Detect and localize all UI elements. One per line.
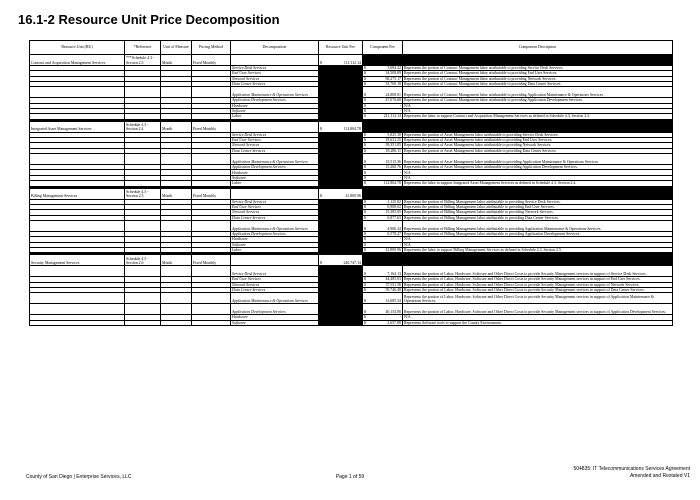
currency-sign: $: [364, 210, 366, 215]
component-decomposition: Application Development Services: [231, 98, 319, 103]
resource-unit-pricing: Fixed Monthly: [192, 255, 231, 266]
component-decomposition: Data Center Services: [231, 215, 319, 220]
resource-unit-name: Billing Management Services: [30, 188, 125, 199]
empty-cell: [161, 266, 192, 277]
empty-cell: [125, 320, 161, 325]
currency-sign: $: [364, 237, 366, 242]
component-fee-cell: [363, 188, 403, 199]
component-description: Represents Software tools to support the County Environment.: [403, 320, 673, 325]
currency-sign: $: [364, 315, 366, 320]
fee-amount: 15,515.36: [385, 159, 401, 164]
component-description: Represents the portion of Asset Management labor attributable to providing Application Maintenance & Operations Services.: [403, 154, 673, 165]
currency-sign: $: [364, 282, 366, 287]
fee-amount: -: [399, 103, 401, 108]
fee-amount: 47,076.68: [385, 98, 401, 103]
fee-amount: 33,760.18: [385, 82, 401, 87]
component-description: Represents the portion of Labor, Hardware, Software and Other Direct Costs to provide Security Management services in support of Network Services.: [403, 282, 673, 287]
decomposition-cell: [231, 55, 319, 66]
currency-sign: $: [364, 159, 366, 164]
currency-sign: $: [364, 226, 366, 231]
header-row: [30, 41, 673, 55]
component-description: Represents the portion of Asset Management labor attributable to providing Data Center Services.: [403, 148, 673, 153]
component-decomposition: Labor: [231, 114, 319, 119]
fee-amount: 5,825.30: [387, 132, 401, 137]
component-decomposition: End User Services: [231, 277, 319, 282]
component-description: N/A: [403, 237, 673, 242]
component-description-cell: [403, 55, 673, 66]
component-decomposition: Service Desk Services: [231, 66, 319, 71]
fee-amount: -: [399, 175, 401, 180]
header-pricing-method: Pricing Method: [192, 41, 231, 55]
fee-amount: 7,164.13: [387, 271, 401, 276]
currency-sign: $: [364, 242, 366, 247]
header-reference: *Reference: [125, 41, 161, 55]
currency-sign: $: [364, 132, 366, 137]
resource-unit-pricing: Fixed Monthly: [192, 121, 231, 132]
component-description: Represents the portion of Asset Management labor attributable to providing End User Services.: [403, 138, 673, 143]
decomposition-cell: [231, 121, 319, 132]
price-decomposition-table: [29, 40, 673, 326]
currency-sign: $: [364, 76, 366, 81]
component-decomposition: Network Services: [231, 210, 319, 215]
empty-cell: [125, 87, 161, 98]
component-decomposition: Software: [231, 320, 319, 325]
currency-sign: $: [320, 260, 322, 265]
empty-cell: [30, 220, 125, 231]
resource-fee-blank: [319, 154, 363, 165]
component-row: [30, 220, 673, 231]
fee-amount: 240,747.14: [343, 260, 361, 265]
component-decomposition: Software: [231, 175, 319, 180]
empty-cell: [161, 154, 192, 165]
fee-amount: 24,808.81: [385, 93, 401, 98]
currency-sign: $: [364, 175, 366, 180]
currency-sign: $: [364, 170, 366, 175]
currency-sign: $: [364, 98, 366, 103]
component-description: Represents the portion of Labor, Hardware, Software and Other Direct Costs to provide Security Management services in support of Application Development Services.: [403, 304, 673, 315]
fee-amount: -: [399, 237, 401, 242]
component-description: Represents the portion of Billing Management labor attributable to providing Application Development Services.: [403, 231, 673, 236]
component-fee-cell: [363, 121, 403, 132]
fee-amount: 2,657.88: [387, 320, 401, 325]
fee-amount: -: [399, 170, 401, 175]
currency-sign: $: [364, 277, 366, 282]
component-description-cell: [403, 255, 673, 266]
page-title: 16.1-2 Resource Unit Price Decomposition: [18, 12, 280, 27]
component-decomposition: Network Services: [231, 143, 319, 148]
component-decomposition: Software: [231, 242, 319, 247]
currency-sign: $: [364, 93, 366, 98]
resource-unit-name: Contract and Acquisition Management Services: [30, 55, 125, 66]
component-decomposition: Labor: [231, 181, 319, 186]
component-description: Represents the portion of Billing Management labor attributable to providing Data Center Services.: [403, 215, 673, 220]
component-fee: [363, 154, 403, 165]
currency-sign: $: [364, 71, 366, 76]
header-component-description: Component Description: [403, 41, 673, 55]
fee-amount: 211,112.14: [383, 114, 401, 119]
component-decomposition: Labor: [231, 247, 319, 252]
resource-unit-pricing: Fixed Monthly: [192, 55, 231, 66]
footer-company: County of San Diego | Enterprise Services, LLC: [26, 474, 132, 480]
component-description: Represents the portion of Labor, Hardware, Software and Other Direct Costs to provide Security Management services in support of Data Center Services.: [403, 287, 673, 292]
component-description: Represents the labor to support Contract and Acquisition Management Services as defined in Schedule 4.3, Section 2.3.: [403, 114, 673, 119]
empty-cell: [125, 266, 161, 277]
empty-cell: [161, 293, 192, 304]
fee-amount: 57,911.36: [385, 282, 401, 287]
component-decomposition: Service Desk Services: [231, 266, 319, 277]
resource-unit-name: Integrated Asset Management Services: [30, 121, 125, 132]
empty-cell: [192, 154, 231, 165]
decomposition-cell: [231, 188, 319, 199]
component-decomposition: End User Services: [231, 204, 319, 209]
fee-amount: 5,684.42: [387, 66, 401, 71]
resource-fee-blank: [319, 293, 363, 304]
component-row: [30, 293, 673, 304]
resource-unit-row: [30, 188, 673, 199]
component-description: Represents the portion of Billing Management labor attributable to providing Network Services.: [403, 210, 673, 215]
resource-unit-fee: [319, 55, 363, 66]
component-description: Represents the portion of Billing Management labor attributable to providing End User Services.: [403, 204, 673, 209]
component-fee: [363, 266, 403, 277]
resource-unit-reference: Schedule 4.3 - Section 2.4: [125, 121, 161, 132]
empty-cell: [30, 293, 125, 304]
resource-unit-reference: Schedule 4.3 - Section 2.5: [125, 188, 161, 199]
currency-sign: $: [364, 309, 366, 314]
currency-sign: $: [364, 109, 366, 114]
component-decomposition: Data Center Services: [231, 287, 319, 292]
component-description: Represents the portion of Contract Management labor attributable to providing End User Services.: [403, 71, 673, 76]
currency-sign: $: [320, 127, 322, 132]
empty-cell: [192, 293, 231, 304]
component-decomposition: Application Development Services: [231, 165, 319, 170]
resource-unit-pricing: Fixed Monthly: [192, 188, 231, 199]
component-description-cell: [403, 121, 673, 132]
component-description: N/A: [403, 109, 673, 114]
empty-cell: [30, 266, 125, 277]
fee-amount: 111,112.14: [343, 60, 361, 65]
fee-amount: 59,746.48: [385, 287, 401, 292]
empty-cell: [125, 220, 161, 231]
empty-cell: [30, 304, 125, 315]
header-component-fee: Component Fee: [363, 41, 403, 55]
currency-sign: $: [364, 287, 366, 292]
component-decomposition: Service Desk Services: [231, 199, 319, 204]
component-fee: [363, 304, 403, 315]
empty-cell: [192, 304, 231, 315]
component-description: N/A: [403, 103, 673, 108]
fee-amount: 6,908.02: [387, 204, 401, 209]
fee-amount: 18,286.11: [385, 148, 401, 153]
currency-sign: $: [364, 271, 366, 276]
fee-amount: 18,631.25: [385, 138, 401, 143]
resource-unit-measure: Month: [161, 255, 192, 266]
component-decomposition: Application Maintenance & Operations Services: [231, 154, 319, 165]
footer-agreement-title: 504835: IT Telecommunications Services Agreement: [573, 466, 690, 472]
currency-sign: $: [364, 181, 366, 186]
component-decomposition: Hardware: [231, 170, 319, 175]
component-decomposition: Application Development Services: [231, 304, 319, 315]
component-description: Represents the portion of Asset Management labor attributable to providing Network Services.: [403, 143, 673, 148]
fee-amount: 4,906.34: [387, 226, 401, 231]
resource-fee-blank: [319, 304, 363, 315]
component-description: N/A: [403, 242, 673, 247]
component-decomposition: End User Services: [231, 71, 319, 76]
resource-unit-measure: Month: [161, 55, 192, 66]
currency-sign: $: [364, 103, 366, 108]
fee-amount: 6,578.27: [387, 231, 401, 236]
resource-unit-fee: [319, 188, 363, 199]
header-decomposition: Decomposition: [231, 41, 319, 55]
decomposition-cell: [231, 255, 319, 266]
currency-sign: $: [364, 204, 366, 209]
component-decomposition: Application Development Services: [231, 231, 319, 236]
component-description: Represents the portion of Labor, Hardware, Software and Other Direct Costs to provide Security Management services in support of Application Maintenance & Operations Services.: [403, 293, 673, 304]
currency-sign: $: [320, 194, 322, 199]
fee-amount: -: [399, 315, 401, 320]
component-row: [30, 266, 673, 277]
empty-cell: [161, 220, 192, 231]
resource-fee-blank: [319, 320, 363, 325]
footer-page-number: Page 1 of 59: [335, 474, 365, 480]
currency-sign: $: [364, 215, 366, 220]
fee-amount: 34,508.89: [385, 71, 401, 76]
component-fee: [363, 87, 403, 98]
resource-fee-blank: [319, 266, 363, 277]
component-description: Represents the portion of Contract Management labor attributable to providing Service Desk Services.: [403, 66, 673, 71]
fee-amount: 40,154.80: [385, 309, 401, 314]
component-decomposition: Application Maintenance & Operations Services: [231, 220, 319, 231]
header-unit-of-measure: Unit of Measure: [161, 41, 192, 55]
footer-agreement-version: Amended and Restated V1: [629, 473, 690, 479]
fee-amount: 39,351.85: [385, 143, 401, 148]
component-decomposition: Software: [231, 109, 319, 114]
currency-sign: $: [364, 82, 366, 87]
fee-amount: 31,685.34: [385, 298, 401, 303]
component-decomposition: Network Services: [231, 76, 319, 81]
currency-sign: $: [364, 320, 366, 325]
component-decomposition: Service Desk Services: [231, 132, 319, 137]
component-description: Represents the portion of Contract Management labor attributable to providing Network Services.: [403, 76, 673, 81]
component-description: Represents the portion of Contract Management labor attributable to providing Data Center Services.: [403, 82, 673, 87]
fee-amount: 1,125.02: [387, 199, 401, 204]
component-fee-cell: [363, 255, 403, 266]
fee-amount: 6,877.63: [387, 215, 401, 220]
fee-amount: 112,804.78: [383, 181, 401, 186]
resource-unit-fee: [319, 121, 363, 132]
table-body: [30, 55, 673, 326]
resource-unit-measure: Month: [161, 121, 192, 132]
component-description: Represents the labor to support Integrated Asset Management Services as defined in Schedule 4.3, Section 2.4.: [403, 181, 673, 186]
fee-amount: 44,485.03: [385, 277, 401, 282]
header-resource-unit-fee: Resource Unit Fee: [319, 41, 363, 55]
currency-sign: $: [364, 66, 366, 71]
resource-unit-name: Security Management Services: [30, 255, 125, 266]
component-description: Represents the portion of Labor, Hardware, Software and Other Direct Costs to provide Security Management services in support of Service Desk Services.: [403, 266, 673, 277]
resource-unit-row: [30, 55, 673, 66]
component-row: [30, 154, 673, 165]
fee-amount: 15,260.76: [385, 165, 401, 170]
component-description: Represents the portion of Contract Management labor attributable to providing Application Maintenance & Operations Services.: [403, 87, 673, 98]
component-description: N/A: [403, 170, 673, 175]
component-description: Represents the portion of Contract Management labor attributable to providing Application Development Services.: [403, 98, 673, 103]
resource-unit-reference: ***Schedule 4.3 - Section 2.3: [125, 55, 161, 66]
fee-amount: 41,800.96: [385, 247, 401, 252]
empty-cell: [125, 293, 161, 304]
resource-unit-fee: [319, 255, 363, 266]
empty-cell: [161, 87, 192, 98]
fee-amount: 112,804.78: [343, 127, 361, 132]
currency-sign: $: [364, 298, 366, 303]
component-description: Represents the portion of Asset Management labor attributable to providing Service Desk Services.: [403, 132, 673, 137]
component-decomposition: Hardware: [231, 103, 319, 108]
component-description: Represents the portion of Asset Management labor attributable to providing Application Development Services.: [403, 165, 673, 170]
component-description: N/A: [403, 175, 673, 180]
component-description-cell: [403, 188, 673, 199]
currency-sign: $: [364, 247, 366, 252]
empty-cell: [30, 320, 125, 325]
component-decomposition: Application Maintenance & Operations Services: [231, 87, 319, 98]
currency-sign: $: [364, 165, 366, 170]
component-fee: [363, 293, 403, 304]
component-decomposition: Data Center Services: [231, 148, 319, 153]
component-row: [30, 320, 673, 325]
component-decomposition: Network Services: [231, 282, 319, 287]
resource-unit-row: [30, 255, 673, 266]
fee-amount: -: [399, 242, 401, 247]
resource-unit-reference: Schedule 4.3 - Section 2.6: [125, 255, 161, 266]
currency-sign: $: [364, 231, 366, 236]
component-description: Represents the portion of Labor, Hardware, Software and Other Direct Costs to provide Security Management services in support of End User Services.: [403, 277, 673, 282]
currency-sign: $: [364, 199, 366, 204]
component-decomposition: Hardware: [231, 315, 319, 320]
resource-fee-blank: [319, 87, 363, 98]
component-decomposition: End User Services: [231, 138, 319, 143]
empty-cell: [125, 304, 161, 315]
empty-cell: [125, 154, 161, 165]
fee-amount: 68,275.17: [385, 76, 401, 81]
empty-cell: [161, 320, 192, 325]
fee-amount: -: [399, 109, 401, 114]
empty-cell: [30, 87, 125, 98]
component-decomposition: Hardware: [231, 237, 319, 242]
component-description: Represents the portion of Billing Management labor attributable to providing Application Maintenance & Operations Services.: [403, 220, 673, 231]
component-decomposition: Application Maintenance & Operations Services: [231, 293, 319, 304]
resource-unit-measure: Month: [161, 188, 192, 199]
fee-amount: 41,800.96: [345, 194, 361, 199]
empty-cell: [192, 320, 231, 325]
resource-fee-blank: [319, 220, 363, 231]
fee-amount: 15,385.05: [385, 210, 401, 215]
component-row: [30, 304, 673, 315]
component-fee: [363, 320, 403, 325]
component-decomposition: Data Center Services: [231, 82, 319, 87]
empty-cell: [192, 87, 231, 98]
resource-unit-row: [30, 121, 673, 132]
empty-cell: [161, 304, 192, 315]
header-resource-unit: Resource Unit (RU): [30, 41, 125, 55]
footer-agreement: [573, 466, 690, 480]
component-description: N/A: [403, 315, 673, 320]
component-row: [30, 87, 673, 98]
component-description: Represents the labor to support Billing Management Services as defined in Schedule 4.3, Section 2.5.: [403, 247, 673, 252]
empty-cell: [30, 154, 125, 165]
currency-sign: $: [320, 60, 322, 65]
currency-sign: $: [364, 138, 366, 143]
empty-cell: [192, 220, 231, 231]
currency-sign: $: [364, 114, 366, 119]
component-fee: [363, 220, 403, 231]
currency-sign: $: [364, 148, 366, 153]
currency-sign: $: [364, 143, 366, 148]
component-fee-cell: [363, 55, 403, 66]
component-description: Represents the portion of Billing Management labor attributable to providing Service Desk Services.: [403, 199, 673, 204]
empty-cell: [192, 266, 231, 277]
